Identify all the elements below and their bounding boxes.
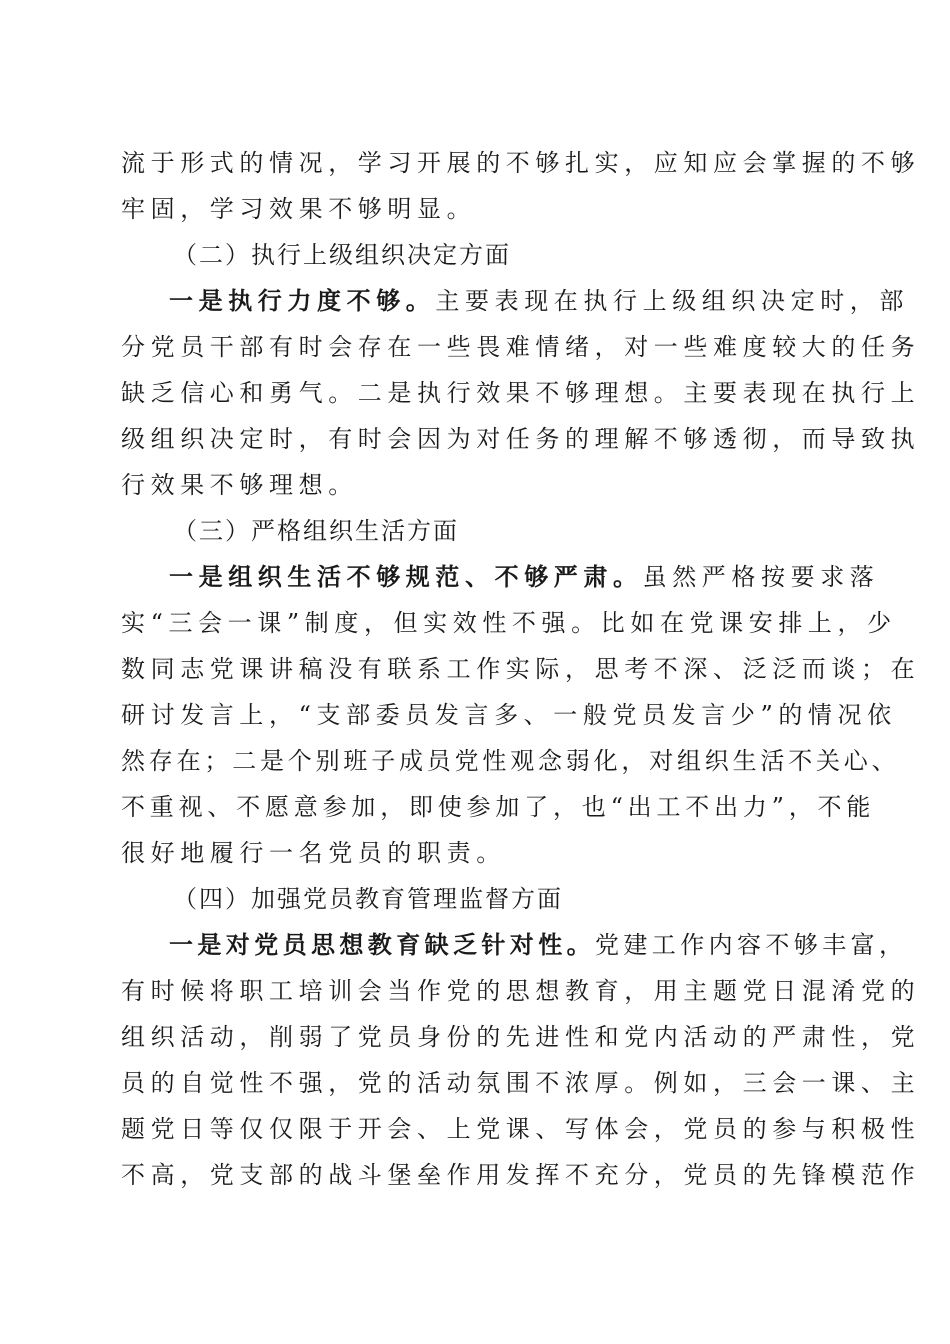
section-heading: （三）严格组织生活方面 xyxy=(173,517,459,545)
section-heading: （二）执行上级组织决定方面 xyxy=(173,241,511,269)
text-line: 流于形式的情况，学习开展的不够扎实，应知应会掌握的不够 xyxy=(121,149,921,177)
text-line: 组织活动，削弱了党员身份的先进性和党内活动的严肃性，党 xyxy=(121,1023,921,1051)
text-line: 员的自觉性不强，党的活动氛围不浓厚。例如，三会一课、主 xyxy=(121,1069,921,1097)
paragraph-text: 党建工作内容不够丰富， xyxy=(595,931,908,959)
text-line: 很好地履行一名党员的职责。 xyxy=(121,839,506,867)
paragraph-lead: 一是执行力度不够。 xyxy=(169,287,436,315)
text-line xyxy=(169,563,880,591)
paragraph-text: 主要表现在执行上级组织决定时，部 xyxy=(435,287,910,315)
section-heading: （四）加强党员教育管理监督方面 xyxy=(173,885,563,913)
text-line: 有时候将职工培训会当作党的思想教育，用主题党日混淆党的 xyxy=(121,977,921,1005)
text-line: 题党日等仅仅限于开会、上党课、写体会，党员的参与积极性 xyxy=(121,1115,921,1143)
text-line: 缺乏信心和勇气。二是执行效果不够理想。主要表现在执行上 xyxy=(121,379,921,407)
text-line: 不重视、不愿意参加，即使参加了，也“出工不出力”，不能 xyxy=(121,793,876,821)
text-line: 不高，党支部的战斗堡垒作用发挥不充分，党员的先锋模范作 xyxy=(121,1161,921,1189)
text-line: 实“三会一课”制度，但实效性不强。比如在党课安排上，少 xyxy=(121,609,897,637)
paragraph-text: 虽然严格按要求落 xyxy=(642,563,880,591)
paragraph-lead: 一是组织生活不够规范、不够严肃。 xyxy=(169,563,643,591)
text-line: 分党员干部有时会存在一些畏难情绪，对一些难度较大的任务 xyxy=(121,333,921,361)
text-line: 级组织决定时，有时会因为对任务的理解不够透彻，而导致执 xyxy=(121,425,921,453)
text-line: 数同志党课讲稿没有联系工作实际，思考不深、泛泛而谈；在 xyxy=(121,655,921,683)
text-line xyxy=(169,931,908,959)
text-line: 牢固，学习效果不够明显。 xyxy=(121,195,477,223)
text-line xyxy=(169,287,910,315)
paragraph-lead: 一是对党员思想教育缺乏针对性。 xyxy=(169,931,595,959)
text-line: 研讨发言上，“支部委员发言多、一般党员发言少”的情况依 xyxy=(121,701,897,729)
text-line: 行效果不够理想。 xyxy=(121,471,358,499)
text-line: 然存在；二是个别班子成员党性观念弱化，对组织生活不关心、 xyxy=(121,747,900,775)
